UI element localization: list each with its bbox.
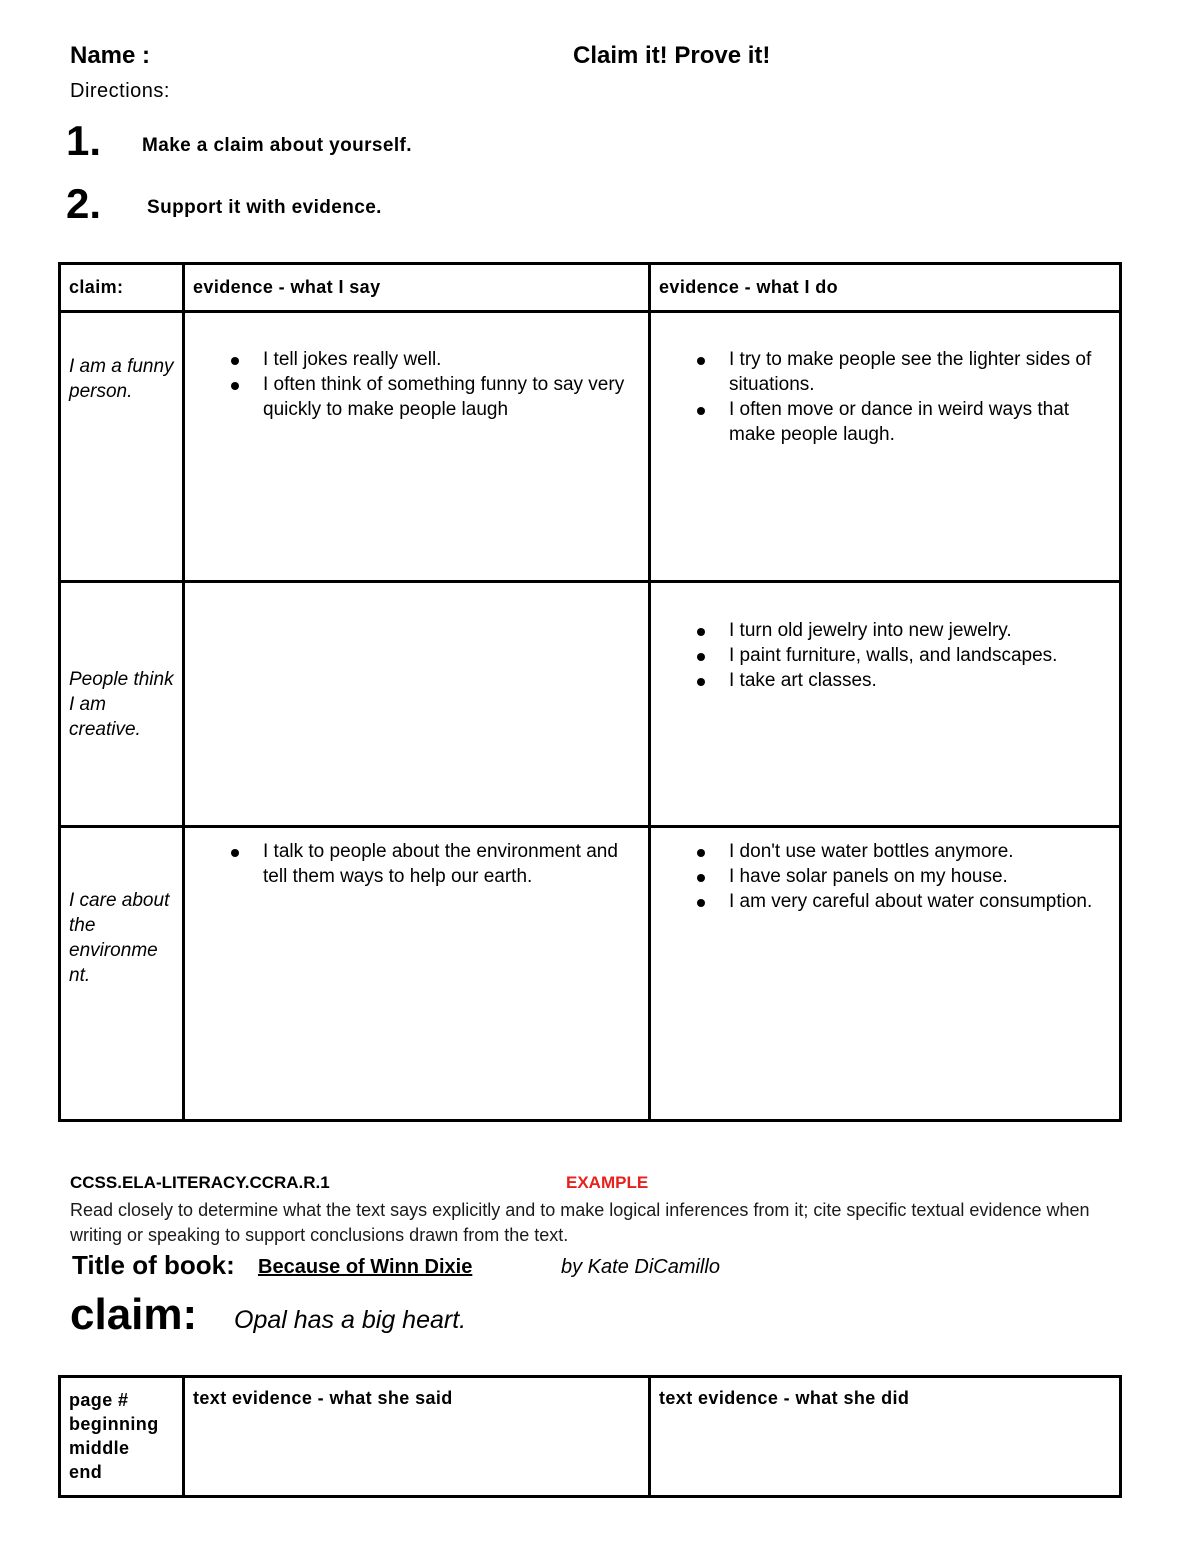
do-cell[interactable]	[650, 312, 1121, 582]
list-item: I often think of something funny to say very quickly to make people laugh	[185, 372, 648, 422]
list-item: I have solar panels on my house.	[651, 864, 1119, 889]
header-what-i-do: evidence - what I do	[650, 264, 1121, 312]
book-title: Because of Winn Dixie	[258, 1256, 473, 1278]
claim-cell[interactable]	[60, 582, 184, 827]
say-cell[interactable]	[184, 312, 650, 582]
table-header-row	[60, 1377, 1121, 1497]
step-1-text: Make a claim about yourself.	[142, 135, 412, 156]
table-row	[60, 827, 1121, 1121]
do-cell[interactable]	[650, 582, 1121, 827]
list-item: I often move or dance in weird ways that make people laugh.	[651, 397, 1119, 447]
list-item: I tell jokes really well.	[185, 347, 648, 372]
say-cell[interactable]	[184, 582, 650, 827]
list-item: I take art classes.	[651, 668, 1119, 693]
standard-code: CCSS.ELA-LITERACY.CCRA.R.1	[70, 1173, 330, 1192]
text-evidence-table	[58, 1375, 1122, 1498]
page-title: Claim it! Prove it!	[573, 42, 771, 69]
list-item: I talk to people about the environment and tell them ways to help our earth.	[185, 839, 648, 889]
standard-description: Read closely to determine what the text says explicitly and to make logical inferences from it; cite specific textual evidence when writing or speaking to support conclusions drawn from the text.	[70, 1200, 1090, 1245]
list-item: I turn old jewelry into new jewelry.	[651, 618, 1119, 643]
do-cell[interactable]	[650, 827, 1121, 1121]
say-cell[interactable]	[184, 827, 650, 1121]
list-item: I am very careful about water consumption.	[651, 889, 1119, 914]
table-row	[60, 582, 1121, 827]
claim-text: I am a funny person.	[69, 356, 174, 402]
claim-text: People think I am creative.	[69, 668, 174, 740]
step-1-number: 1.	[66, 117, 102, 164]
step-2-text: Support it with evidence.	[147, 197, 382, 218]
name-label: Name :	[70, 42, 151, 69]
list-item: I try to make people see the lighter sides of situations.	[651, 347, 1119, 397]
header-what-she-did: text evidence - what she did	[650, 1377, 1121, 1497]
header-what-she-said: text evidence - what she said	[184, 1377, 650, 1497]
table-row	[60, 312, 1121, 582]
header-what-i-say: evidence - what I say	[184, 264, 650, 312]
book-title-label: Title of book:	[72, 1250, 235, 1280]
example-label: EXAMPLE	[566, 1173, 649, 1192]
header-page-number: page # beginning middle end	[60, 1377, 184, 1497]
header-claim: claim:	[60, 264, 184, 312]
claim-statement: Opal has a big heart.	[234, 1306, 467, 1334]
claim-evidence-table	[58, 262, 1122, 1122]
list-item: I paint furniture, walls, and landscapes.	[651, 643, 1119, 668]
table-header-row	[60, 264, 1121, 312]
claim-cell[interactable]	[60, 312, 184, 582]
claim-label: claim:	[70, 1290, 198, 1339]
claim-text: I care about the environme nt.	[69, 890, 170, 986]
step-2-number: 2.	[66, 180, 102, 227]
list-item: I don't use water bottles anymore.	[651, 839, 1119, 864]
claim-cell[interactable]	[60, 827, 184, 1121]
directions-label: Directions:	[70, 80, 170, 102]
book-author: by Kate DiCamillo	[561, 1256, 720, 1278]
